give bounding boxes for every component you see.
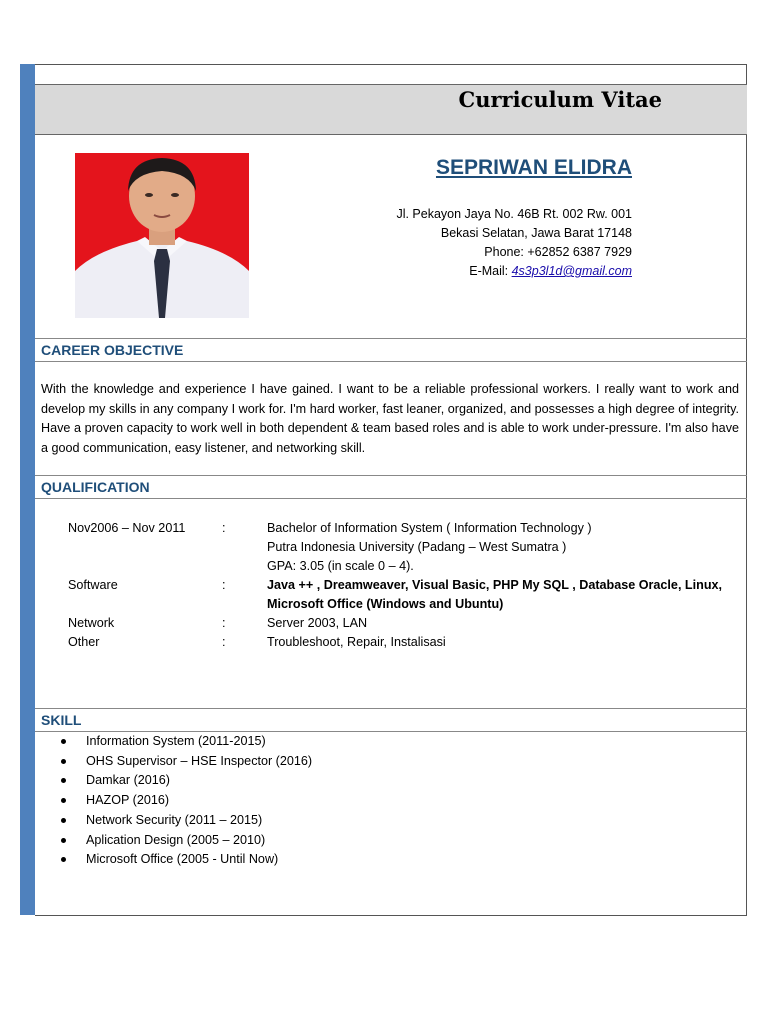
email-label: E-Mail: [469,264,512,278]
education-period: Nov2006 – Nov 2011 [68,521,186,535]
title-band [35,84,747,135]
address-line-1: Jl. Pekayon Jaya No. 46B Rt. 002 Rw. 001 [396,207,632,221]
bullet-icon [61,759,66,764]
software-value: Java ++ , Dreamweaver, Visual Basic, PHP My SQL , Database Oracle, Linux, Microsoft Office (Windows and Ubuntu) [267,578,723,611]
qualification-heading [35,475,747,499]
document-title: Curriculum Vitae [458,87,662,112]
career-objective-text: With the knowledge and experience I have gained. I want to be a reliable professional workers. I really want to work and develop my skills in any company I work for. I'm hard worker, fast leaner, organized, and possesses a high degree of integrity. Have a proven capacity to work well in both dependent & team based roles and is able to work under-pressure. I'm also have a good communication, easy listener, and networking skill. [41,382,739,455]
other-label: Other [68,635,100,649]
email-link[interactable]: 4s3p3l1d@gmail.com [511,264,632,278]
career-objective-title: CAREER OBJECTIVE [41,342,184,358]
colon: : [222,578,226,592]
profile-photo [75,153,249,318]
list-item: OHS Supervisor – HSE Inspector (2016) [60,752,312,772]
contact-block [396,205,632,281]
list-item: Damkar (2016) [60,771,312,791]
career-objective-heading [35,338,747,362]
list-item: Information System (2011-2015) [60,732,312,752]
software-label: Software [68,578,118,592]
list-item: HAZOP (2016) [60,791,312,811]
skill-heading [35,708,747,732]
list-item: Aplication Design (2005 – 2010) [60,831,312,851]
qualification-row-software [68,576,758,614]
skill-title: SKILL [41,712,82,728]
bullet-icon [61,818,66,823]
other-value: Troubleshoot, Repair, Instalisasi [267,635,446,649]
colon: : [222,521,226,535]
skill-list [60,732,312,870]
qualification-row-network [68,614,758,633]
qualification-table [68,519,758,652]
list-item: Microsoft Office (2005 - Until Now) [60,850,312,870]
network-value: Server 2003, LAN [267,616,368,630]
list-item: Network Security (2011 – 2015) [60,811,312,831]
colon: : [222,635,226,649]
bullet-icon [61,798,66,803]
bullet-icon [61,838,66,843]
gpa: GPA: 3.05 (in scale 0 – 4). [267,559,414,573]
degree: Bachelor of Information System ( Information Technology ) [267,521,592,535]
qualification-title: QUALIFICATION [41,479,150,495]
bullet-icon [61,739,66,744]
colon: : [222,616,226,630]
bullet-icon [61,778,66,783]
candidate-name: SEPRIWAN ELIDRA [435,156,632,179]
university: Putra Indonesia University (Padang – West Sumatra ) [267,540,567,554]
network-label: Network [68,616,115,630]
email-line [396,262,632,281]
cv-page [20,64,747,915]
qualification-row-other [68,633,758,652]
phone-line: Phone: +62852 6387 7929 [484,245,632,259]
bullet-icon [61,857,66,862]
qualification-row-education [68,519,758,576]
address-line-2: Bekasi Selatan, Jawa Barat 17148 [440,226,632,240]
left-accent-bar [20,64,35,915]
